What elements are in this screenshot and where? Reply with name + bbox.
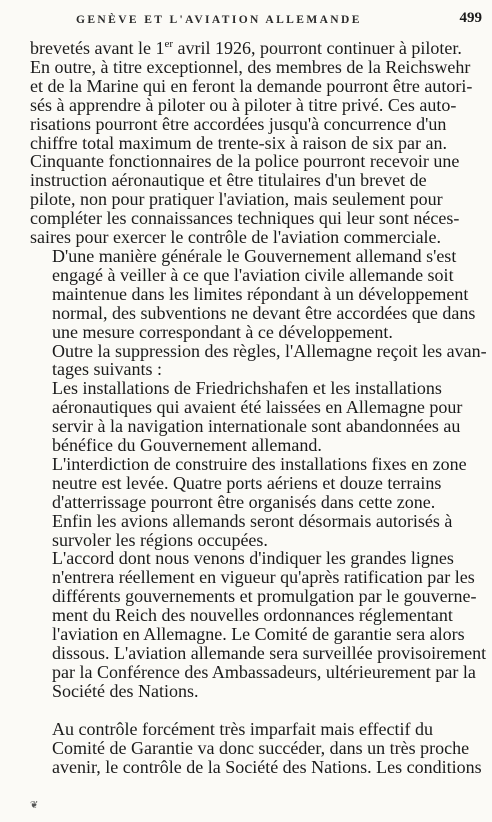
text-line: n'entrera réellement en vigueur qu'après ratification par les xyxy=(52,567,475,588)
text-line: saires pour exercer le contrôle de l'aviation commerciale. xyxy=(30,227,442,248)
text-line: brevetés avant le 1er avril 1926, pourront continuer à piloter. xyxy=(30,38,462,58)
text-line: compléter les connaissances techniques qui leur sont néces- xyxy=(30,208,460,229)
text-line: Les installations de Friedrichshafen et les installations xyxy=(52,378,442,399)
text-line: bénéfice du Gouvernement allemand. xyxy=(52,435,322,456)
page-number: 499 xyxy=(459,10,482,26)
paragraph-2 xyxy=(30,247,476,342)
paragraph-6 xyxy=(30,512,476,550)
text-line: servir à la navigation internationale sont abandonnées au xyxy=(52,416,461,437)
text-line: survoler les régions occupées. xyxy=(52,529,268,550)
paragraph-7 xyxy=(30,548,487,701)
text-line: par la Conférence des Ambassadeurs, ultérieurement par la xyxy=(52,661,476,682)
text-line: L'accord dont nous venons d'indiquer les grandes lignes xyxy=(52,548,454,569)
text-line: aéronautiques qui avaient été laissées en Allemagne pour xyxy=(52,397,463,418)
text-line: ment du Reich des nouvelles ordonnances réglementant xyxy=(52,605,453,626)
text-line: tages suivants : xyxy=(52,359,162,380)
text-line: instruction aéronautique et être titulaires d'un brevet de xyxy=(30,170,427,191)
text-line: une mesure correspondant à ce développement. xyxy=(52,321,393,342)
text-line: chiffre total maximum de trente-six à raison de six par an. xyxy=(30,132,448,153)
text-line: Outre la suppression des règles, l'Allemagne reçoit les avan- xyxy=(52,340,487,361)
text-line: et de la Marine qui en feront la demande pourront être autori- xyxy=(30,75,473,96)
text-line: engagé à veiller à ce que l'aviation civile allemande soit xyxy=(52,264,454,285)
text-line: d'atterrissage pourront être organisés dans cette zone. xyxy=(52,491,436,512)
text-line: Au contrôle forcément très imparfait mais effectif du xyxy=(52,718,434,739)
text-line: En outre, à titre exceptionnel, des membres de la Reichswehr xyxy=(30,56,471,77)
paragraph-5 xyxy=(30,455,476,512)
printer-mark: ❦ xyxy=(30,800,39,811)
text-line: pilote, non pour pratiquer l'aviation, mais seulement pour xyxy=(30,189,443,210)
paragraph-8 xyxy=(30,718,482,777)
paragraph-1 xyxy=(30,39,476,247)
text-line: normal, des subventions ne devant être accordées que dans xyxy=(52,302,476,323)
text-line: neutre est levée. Quatre ports aériens et douze terrains xyxy=(52,472,442,493)
text-line: Société des Nations. xyxy=(52,680,199,701)
running-header: GENÈVE ET L'AVIATION ALLEMANDE xyxy=(76,14,362,26)
text-line: sés à apprendre à piloter ou à piloter à titre privé. Ces auto- xyxy=(30,94,457,115)
text-line: maintenue dans les limites répondant à un développement xyxy=(52,283,469,304)
text-line: Comité de Garantie va donc succéder, dans un très proche xyxy=(52,737,470,758)
body-text xyxy=(30,38,487,777)
text-line: dissous. L'aviation allemande sera surveillée provisoirement xyxy=(52,643,487,663)
text-line: différents gouvernements et promulgation par le gouverne- xyxy=(52,586,477,607)
text-line: Cinquante fonctionnaires de la police pourront recevoir une xyxy=(30,151,460,172)
paragraph-4 xyxy=(30,379,476,455)
text-line: avenir, le contrôle de la Société des Nations. Les conditions xyxy=(52,756,482,777)
text-line: Enfin les avions allemands seront désormais autorisés à xyxy=(52,510,453,531)
paragraph-3 xyxy=(30,340,487,380)
text-line: risations pourront être accordées jusqu'à concurrence d'un xyxy=(30,113,447,134)
text-line: l'aviation en Allemagne. Le Comité de garantie sera alors xyxy=(52,624,465,645)
text-line: L'interdiction de construire des installations fixes en zone xyxy=(52,453,467,474)
text-line: D'une manière générale le Gouvernement allemand s'est xyxy=(52,245,457,266)
